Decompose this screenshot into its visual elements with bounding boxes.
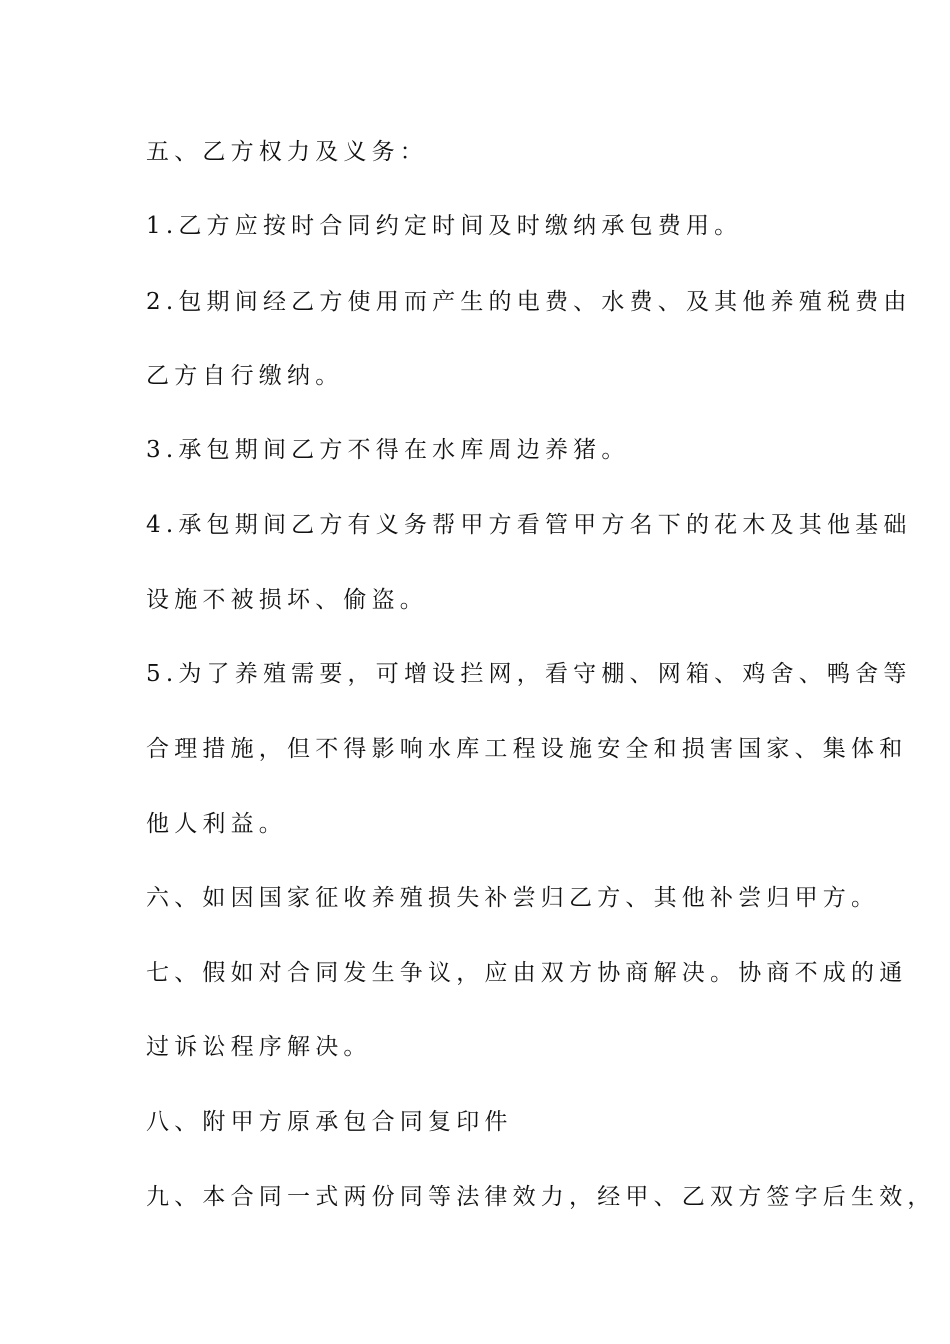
section-6: 六、如因国家征收养殖损失补尝归乙方、其他补尝归甲方。 — [146, 885, 880, 911]
clause-5-5-line-3: 他人利益。 — [146, 811, 287, 837]
section-8: 八、附甲方原承包合同复印件 — [146, 1109, 513, 1135]
clause-5-2-line-2: 乙方自行缴纳。 — [146, 363, 344, 389]
section-7-line-1: 七、假如对合同发生争议，应由双方协商解决。协商不成的通 — [146, 960, 908, 986]
clause-5-4-line-2: 设施不被损坏、偷盗。 — [146, 587, 428, 613]
clause-5-5-line-2: 合理措施，但不得影响水库工程设施安全和损害国家、集体和 — [146, 736, 908, 762]
section-7-line-2: 过诉讼程序解决。 — [146, 1034, 372, 1060]
clause-5-3: 3.承包期间乙方不得在水库周边养猪。 — [146, 437, 630, 463]
clause-5-2-line-1: 2.包期间经乙方使用而产生的电费、水费、及其他养殖税费由 — [146, 289, 912, 315]
clause-5-5-line-1: 5.为了养殖需要，可增设拦网，看守棚、网箱、鸡舍、鸭舍等 — [146, 661, 912, 687]
clause-5-1: 1.乙方应按时合同约定时间及时缴纳承包费用。 — [146, 213, 743, 239]
section-5-heading: 五、乙方权力及义务： — [146, 139, 428, 165]
section-9-line-1: 九、本合同一式两份同等法律效力，经甲、乙双方签字后生效， — [146, 1184, 936, 1210]
clause-5-4-line-1: 4.承包期间乙方有义务帮甲方看管甲方名下的花木及其他基础 — [146, 512, 912, 538]
